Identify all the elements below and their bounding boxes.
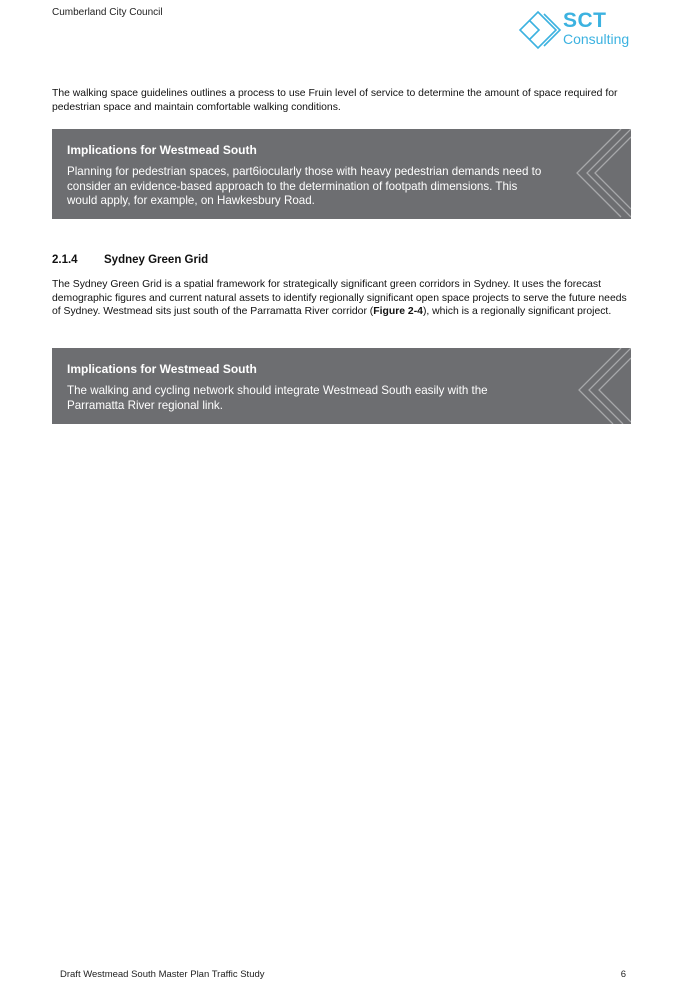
chevron-decoration-icon (559, 348, 631, 424)
logo-title: SCT (563, 9, 607, 32)
footer-title: Draft Westmead South Master Plan Traffic Study (60, 969, 265, 980)
box-body: The walking and cycling network should integrate Westmead South easily with the Parramatta River regional link. (67, 384, 488, 412)
intro-paragraph: The walking space guidelines outlines a process to use Fruin level of service to determine the amount of space required for pedestrian space and maintain comfortable walking conditions. (52, 88, 618, 113)
implications-box-2 (52, 348, 631, 424)
chevron-decoration-icon (559, 129, 631, 219)
box-body: Planning for pedestrian spaces, part6iocularly those with heavy pedestrian demands need to consider an evidence-based approach to the determination of footpath dimensions. This would apply, for example, on Hawkesbury Road. (67, 165, 542, 207)
box-title: Implications for Westmead South (67, 362, 257, 376)
section-heading (52, 254, 208, 266)
diamond-logo-icon (518, 8, 568, 52)
green-grid-paragraph (52, 278, 632, 319)
paragraph-text-end: ), which is a regionally significant project. (422, 306, 612, 317)
logo-subtitle: Consulting (563, 31, 630, 47)
section-number: 2.1.4 (52, 254, 78, 266)
figure-reference: Figure 2-4 (373, 306, 423, 317)
paragraph-text: The Sydney Green Grid is a spatial framework for strategically significant green corridors in Sydney. It uses the forecast demographic figures and current natural assets to identify regionally significant open space projects to serve the future needs of Sydney. Westmead sits just south of the Parramatta River corridor ( (52, 279, 627, 317)
sct-logo (518, 8, 638, 52)
page-number: 6 (620, 969, 626, 980)
client-name: Cumberland City Council (52, 7, 163, 18)
section-title: Sydney Green Grid (104, 254, 209, 266)
implications-box-1 (52, 129, 631, 219)
box-title: Implications for Westmead South (67, 143, 257, 157)
